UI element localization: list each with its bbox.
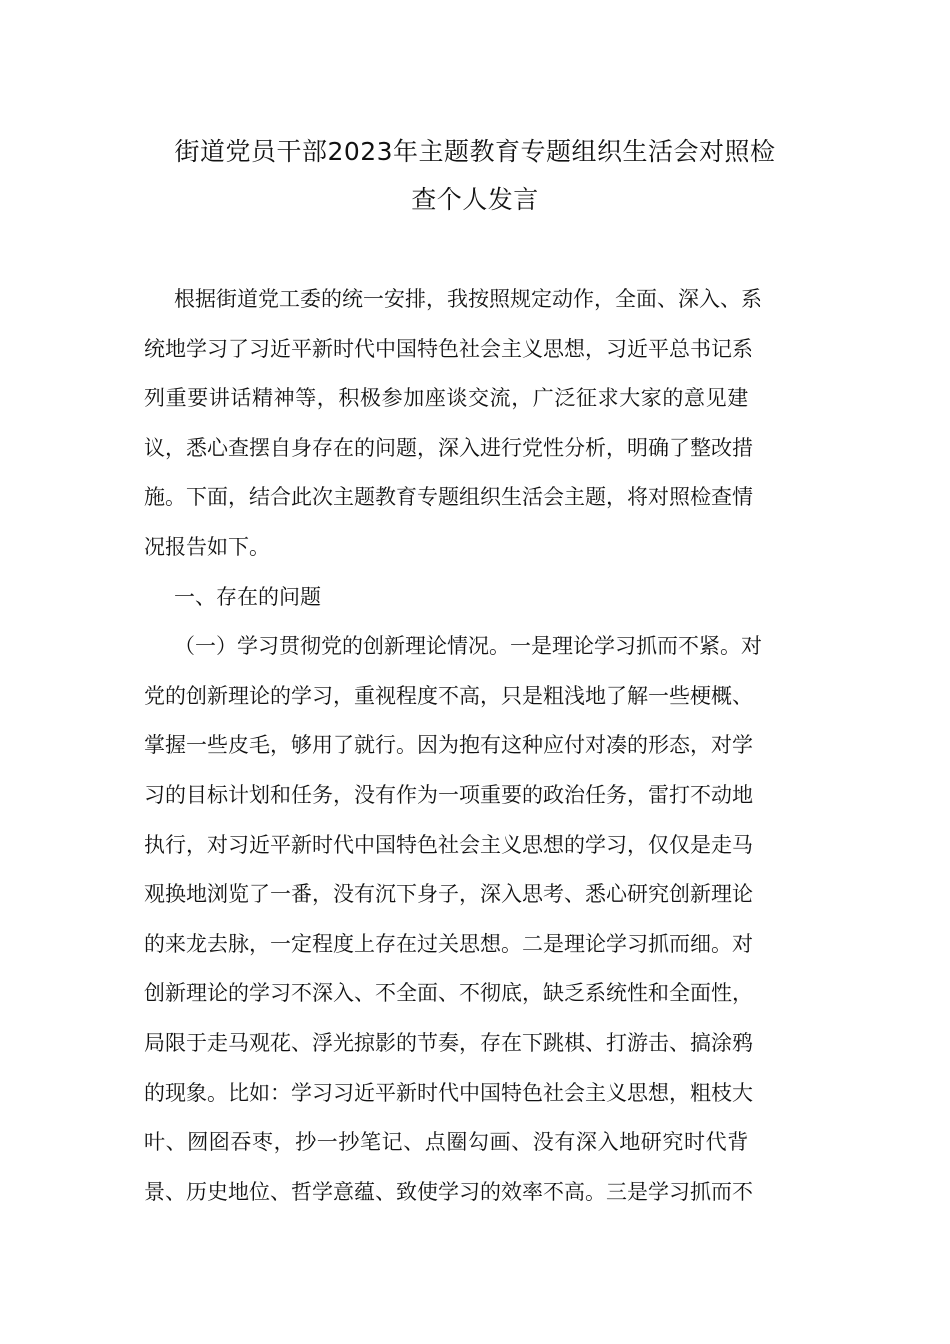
text-line: 议，悉心查摆自身存在的问题，深入进行党性分析，明确了整改措: [144, 435, 753, 460]
text-line: 根据街道党工委的统一安排，我按照规定动作，全面、深入、系: [174, 287, 762, 311]
text-line: 列重要讲话精神等，积极参加座谈交流，广泛征求大家的意见建: [144, 386, 749, 411]
paragraph-section-1: [144, 622, 806, 1217]
text-line: 施。下面，结合此次主题教育专题组织生活会主题，将对照检查情: [144, 485, 753, 510]
text-line: 党的创新理论的学习，重视程度不高，只是粗浅地了解一些梗概、: [144, 683, 753, 708]
title-line-1: 街道党员干部2023年主题教育专题组织生活会对照检: [174, 137, 776, 166]
text-line: 的来龙去脉，一定程度上存在过关思想。二是理论学习抓而细。对: [144, 931, 753, 956]
text-line: 的现象。比如：学习习近平新时代中国特色社会主义思想，粗枝大: [144, 1080, 753, 1105]
paragraph-intro: [144, 275, 806, 573]
section-heading: [144, 573, 806, 623]
text-line: 景、历史地位、哲学意蕴、致使学习的效率不高。三是学习抓而不: [144, 1179, 753, 1204]
text-line: 掌握一些皮毛，够用了就行。因为抱有这种应付对凑的形态，对学: [144, 733, 753, 758]
text-line: 局限于走马观花、浮光掠影的节奏，存在下跳棋、打游击、搞涂鸦: [144, 1030, 753, 1055]
text-line: 执行，对习近平新时代中国特色社会主义思想的学习，仅仅是走马: [144, 832, 753, 857]
text-line: 创新理论的学习不深入、不全面、不彻底，缺乏系统性和全面性，: [144, 981, 753, 1006]
text-line: （一）学习贯彻党的创新理论情况。一是理论学习抓而不紧。对: [174, 634, 762, 659]
document-title: [144, 128, 806, 224]
text-line: 观换地浏览了一番，没有沉下身子，深入思考、悉心研究创新理论: [144, 882, 753, 907]
text-line: 叶、囫囵吞枣，抄一抄笔记、点圈勾画、没有深入地研究时代背: [144, 1130, 749, 1155]
heading-line: 一、存在的问题: [174, 584, 321, 609]
text-line: 况报告如下。: [144, 534, 270, 559]
document-body: [144, 275, 806, 1217]
text-line: 统地学习了习近平新时代中国特色社会主义思想，习近平总书记系: [144, 336, 753, 361]
text-line: 习的目标计划和任务，没有作为一项重要的政治任务，雷打不动地: [144, 782, 753, 807]
title-line-2: 查个人发言: [411, 185, 539, 214]
